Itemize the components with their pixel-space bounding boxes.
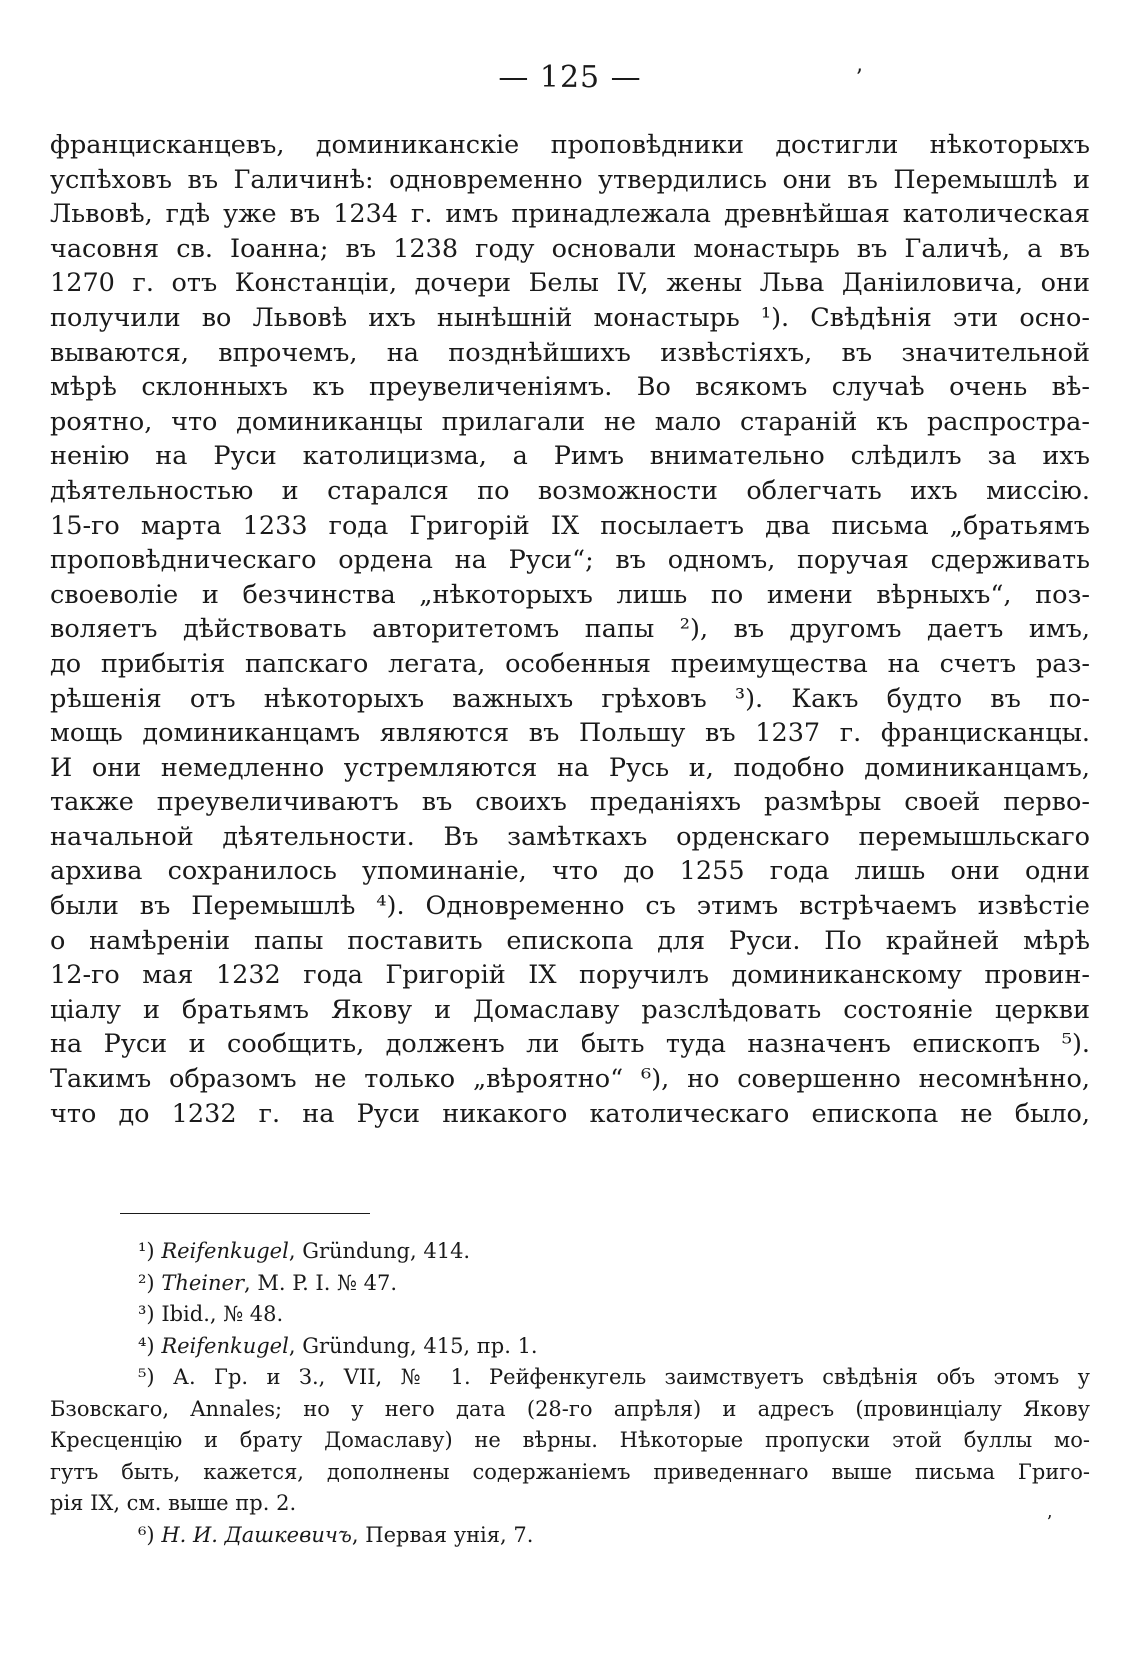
text-line: получили во Львовѣ ихъ нынѣшній монастырь ¹). Свѣдѣнія эти осно- — [50, 302, 1090, 333]
footnotes — [50, 1236, 1090, 1551]
footnote-text: Ibid., № 48. — [161, 1302, 284, 1326]
text-line: Такимъ образомъ не только „вѣроятно“ ⁶), но совершенно несомнѣнно, — [50, 1064, 1090, 1095]
text-line: были въ Перемышлѣ ⁴). Одновременно съ этимъ встрѣчаемъ извѣстіе — [50, 891, 1090, 922]
text-line: успѣховъ въ Галичинѣ: одновременно утвердились они въ Перемышлѣ и — [50, 164, 1090, 195]
text-line: Львовѣ, гдѣ уже въ 1234 г. имъ принадлежала древнѣйшая католическая — [50, 199, 1090, 230]
text-line: роятно, что доминиканцы прилагали не мало стараній къ распростра- — [50, 406, 1090, 437]
footnote-number: ⁴) — [138, 1333, 155, 1358]
text-line: вываются, впрочемъ, на позднѣйшихъ извѣстіяхъ, въ значительной — [50, 337, 1090, 368]
footnote-number: ⁶) — [138, 1522, 155, 1547]
text-line: что до 1232 г. на Руси никакого католическаго епископа не было, — [50, 1098, 1090, 1129]
footnote-number: ⁵) — [138, 1365, 155, 1389]
footnote-author: Reifenkugel — [161, 1333, 289, 1358]
text-line: также преувеличиваютъ въ своихъ преданіяхъ размѣры своей перво- — [50, 787, 1090, 818]
footnote-5-cont: гутъ быть, кажется, дополнены содержаніемъ приведеннаго выше письма Григо- — [50, 1459, 1090, 1484]
main-text — [50, 128, 1090, 1131]
stray-mark: ʼ — [855, 66, 862, 91]
footnote-text: , Первая унія, 7. — [351, 1522, 534, 1547]
text-line: на Руси и сообщить, долженъ ли быть туда назначенъ епископъ ⁵). — [50, 1029, 1090, 1060]
footnote-6 — [50, 1520, 1090, 1552]
text-line: своеволіе и безчинства „нѣкоторыхъ лишь по имени вѣрныхъ“, поз- — [50, 579, 1090, 610]
text-line: мѣрѣ склонныхъ къ преувеличеніямъ. Во всякомъ случаѣ очень вѣ- — [50, 372, 1090, 403]
footnote-divider — [120, 1213, 370, 1214]
text-line: рѣшенія отъ нѣкоторыхъ важныхъ грѣховъ ³). Какъ будто въ по- — [50, 683, 1090, 714]
text-line: до прибытія папскаго легата, особенныя преимущества на счетъ раз- — [50, 648, 1090, 679]
footnote-3 — [50, 1299, 1090, 1331]
text-line: о намѣреніи папы поставить епископа для Руси. По крайней мѣрѣ — [50, 925, 1090, 956]
text-line: 12-го мая 1232 года Григорій IX поручилъ доминиканскому провин- — [50, 960, 1090, 991]
footnote-text: , Gründung, 414. — [288, 1239, 471, 1263]
text-line: И они немедленно устремляются на Русь и, подобно доминиканцамъ, — [50, 752, 1090, 783]
stray-mark: ʼ — [1046, 1512, 1052, 1533]
footnote-text: , M. P. I. № 47. — [243, 1270, 398, 1295]
footnote-1 — [50, 1236, 1090, 1268]
text-line: ненію на Руси католицизма, а Римъ внимательно слѣдилъ за ихъ — [50, 441, 1090, 472]
text-line: 1270 г. отъ Констанціи, дочери Белы IV, жены Льва Даніиловича, они — [50, 268, 1090, 299]
footnote-author: Theiner — [161, 1270, 244, 1295]
text-line: ціалу и братьямъ Якову и Домаславу разслѣдовать состояніе церкви — [50, 994, 1090, 1025]
footnote-author: Reifenkugel — [161, 1239, 289, 1263]
text-line: часовня св. Іоанна; въ 1238 году основали монастырь въ Галичѣ, а въ — [50, 233, 1090, 264]
footnote-5-cont: Бзовскаго, Annales; но у него дата (28-го апрѣля) и адресъ (провинціалу Якову — [50, 1396, 1090, 1421]
footnote-number: ¹) — [138, 1239, 155, 1263]
page-number: — 125 — — [498, 60, 642, 95]
text-line: францисканцевъ, доминиканскіе проповѣдники достигли нѣкоторыхъ — [50, 130, 1090, 160]
text-line: воляетъ дѣйствовать авторитетомъ папы ²), въ другомъ даетъ имъ, — [50, 614, 1090, 645]
text-line: мощь доминиканцамъ являются въ Польшу въ 1237 г. францисканцы. — [50, 718, 1090, 749]
text-line: архива сохранилось упоминаніе, что до 1255 года лишь они одни — [50, 856, 1090, 887]
footnote-5-cont: Кресценцію и брату Домаславу) не вѣрны. Нѣкоторые пропуски этой буллы мо- — [50, 1428, 1090, 1452]
text-line: проповѣдническаго ордена на Руси“; въ одномъ, поручая сдерживать — [50, 545, 1090, 576]
footnote-author: Н. И. Дашкевичъ — [161, 1522, 352, 1547]
text-line: дѣятельностью и старался по возможности облегчать ихъ миссію. — [50, 475, 1090, 506]
text-line: начальной дѣятельности. Въ замѣткахъ орденскаго перемышльскаго — [50, 821, 1090, 852]
text-line: 15-го марта 1233 года Григорій IX посылаетъ два письма „братьямъ — [50, 510, 1090, 541]
footnote-5-cont: рія IX, см. выше пр. 2. — [50, 1491, 297, 1515]
footnote-number: ²) — [138, 1270, 155, 1295]
footnote-text: , Gründung, 415, пр. 1. — [288, 1333, 538, 1358]
footnote-text: А. Гр. и З., VII, № 1. Рейфенкугель заимствуетъ свѣдѣнія объ этомъ у — [173, 1365, 1090, 1389]
footnote-4 — [50, 1331, 1090, 1363]
footnote-2 — [50, 1268, 1090, 1300]
footnote-5 — [50, 1362, 1090, 1394]
footnote-number: ³) — [138, 1302, 155, 1326]
